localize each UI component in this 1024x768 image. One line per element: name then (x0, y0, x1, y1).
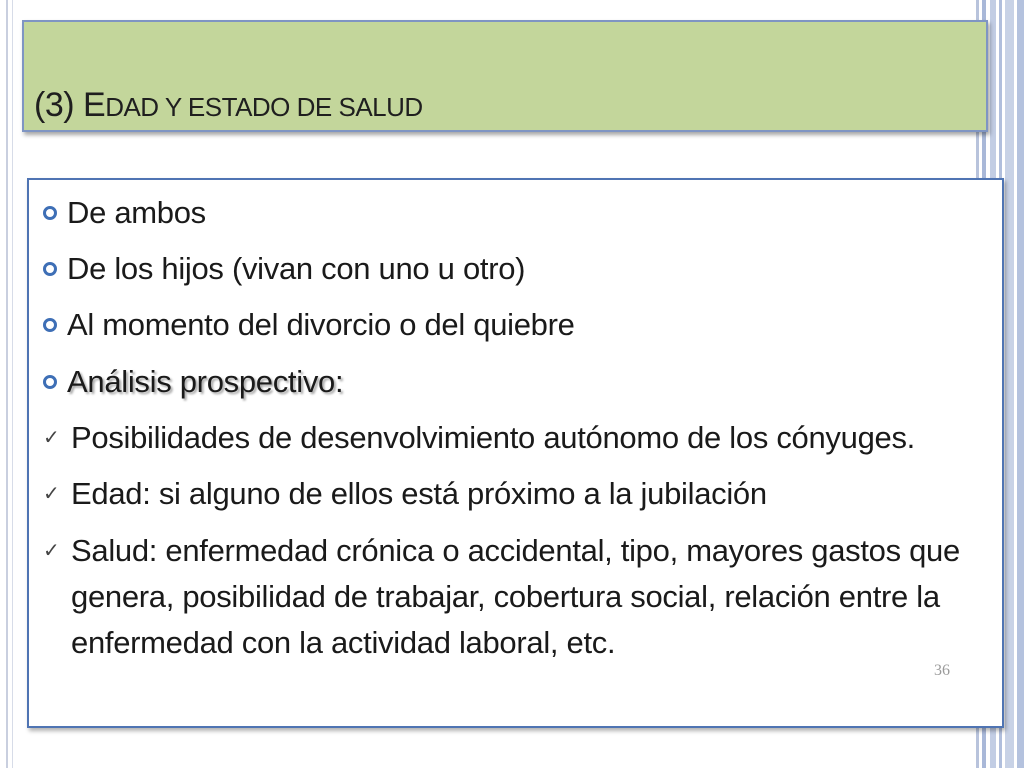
list-item-emphasis (43, 359, 343, 405)
list-item-text: De ambos (67, 195, 206, 230)
list-item (43, 415, 915, 461)
list-item-text: Salud: enfermedad crónica o accidental, tipo, mayores gastos que genera, posibilidad de trabajar, cobertura social, relación entre la enfermedad con la actividad laboral, etc. (71, 533, 960, 660)
list-item (43, 471, 767, 517)
list-item (43, 302, 575, 348)
circle-bullet-icon (43, 206, 57, 220)
checkmark-icon: ✓ (43, 538, 60, 562)
decorative-stripe (1005, 0, 1014, 768)
slide-title-prefix: (3) E (34, 86, 106, 124)
checkmark-icon: ✓ (43, 425, 60, 449)
frame-line-left-inner (12, 0, 13, 768)
slide-title (34, 86, 423, 125)
list-item (43, 528, 981, 666)
title-bar (22, 20, 988, 132)
slide-number: 36 (934, 662, 950, 679)
content-box (27, 178, 1004, 728)
list-item-text: Análisis prospectivo: (67, 364, 344, 399)
list-item-text: Edad: si alguno de ellos está próximo a la jubilación (71, 476, 767, 511)
circle-bullet-icon (43, 262, 57, 276)
list-item-text: Al momento del divorcio o del quiebre (67, 307, 575, 342)
checkmark-icon: ✓ (43, 481, 60, 505)
slide-title-rest: DAD Y ESTADO DE SALUD (105, 92, 423, 122)
list-item (43, 246, 525, 292)
list-item-text: Posibilidades de desenvolvimiento autónomo de los cónyuges. (71, 420, 915, 455)
circle-bullet-icon (43, 375, 57, 389)
circle-bullet-icon (43, 318, 57, 332)
frame-line-left (6, 0, 8, 768)
list-item-text: De los hijos (vivan con uno u otro) (67, 251, 526, 286)
list-item (43, 190, 206, 236)
decorative-stripe (1017, 0, 1024, 768)
